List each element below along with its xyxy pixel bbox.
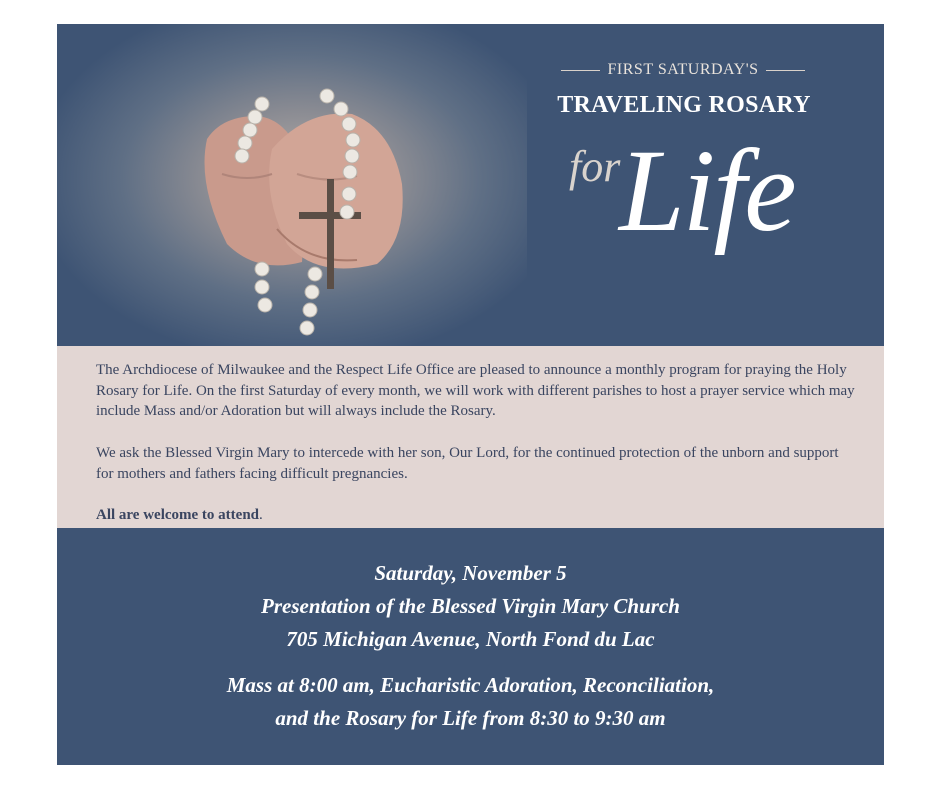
description-panel [57,346,884,528]
life-word: Life [619,125,795,256]
title-block [527,24,884,346]
description-paragraph-2: We ask the Blessed Virgin Mary to intercede with her son, Our Lord, for the continued protection of the unborn and support for mothers and fathers facing difficult pregnancies. [96,445,839,482]
welcome-line [96,505,856,526]
kicker-rule-left [561,70,600,71]
event-details-panel [57,528,884,765]
kicker-rule-right [766,70,805,71]
welcome-text: All are welcome to attend [96,507,260,523]
header-banner [57,24,884,346]
kicker-line [553,61,813,79]
event-date: Saturday, November 5 [374,561,567,585]
kicker-text: FIRST SATURDAY'S [607,61,759,78]
rosary-hands-photo [57,24,527,346]
description-paragraph-1: The Archdiocese of Milwaukee and the Respect Life Office are pleased to announce a monthly program for praying the Holy Rosary for Life. On the first Saturday of every month, we will work with different parishes to host a prayer service which may include Mass and/or Adoration but will always include the Rosary. [96,362,855,419]
flyer [57,24,884,765]
event-address: 705 Michigan Avenue, North Fond du Lac [286,627,655,651]
event-church: Presentation of the Blessed Virgin Mary Church [261,594,680,618]
event-schedule-line-1: Mass at 8:00 am, Eucharistic Adoration, Reconciliation, [226,673,715,697]
welcome-punctuation: . [259,507,263,523]
main-title: TRAVELING ROSARY [557,92,811,118]
for-word: for [569,142,621,191]
event-schedule-line-2: and the Rosary for Life from 8:30 to 9:30 am [275,706,666,730]
rosary-hands-illustration [57,24,527,346]
